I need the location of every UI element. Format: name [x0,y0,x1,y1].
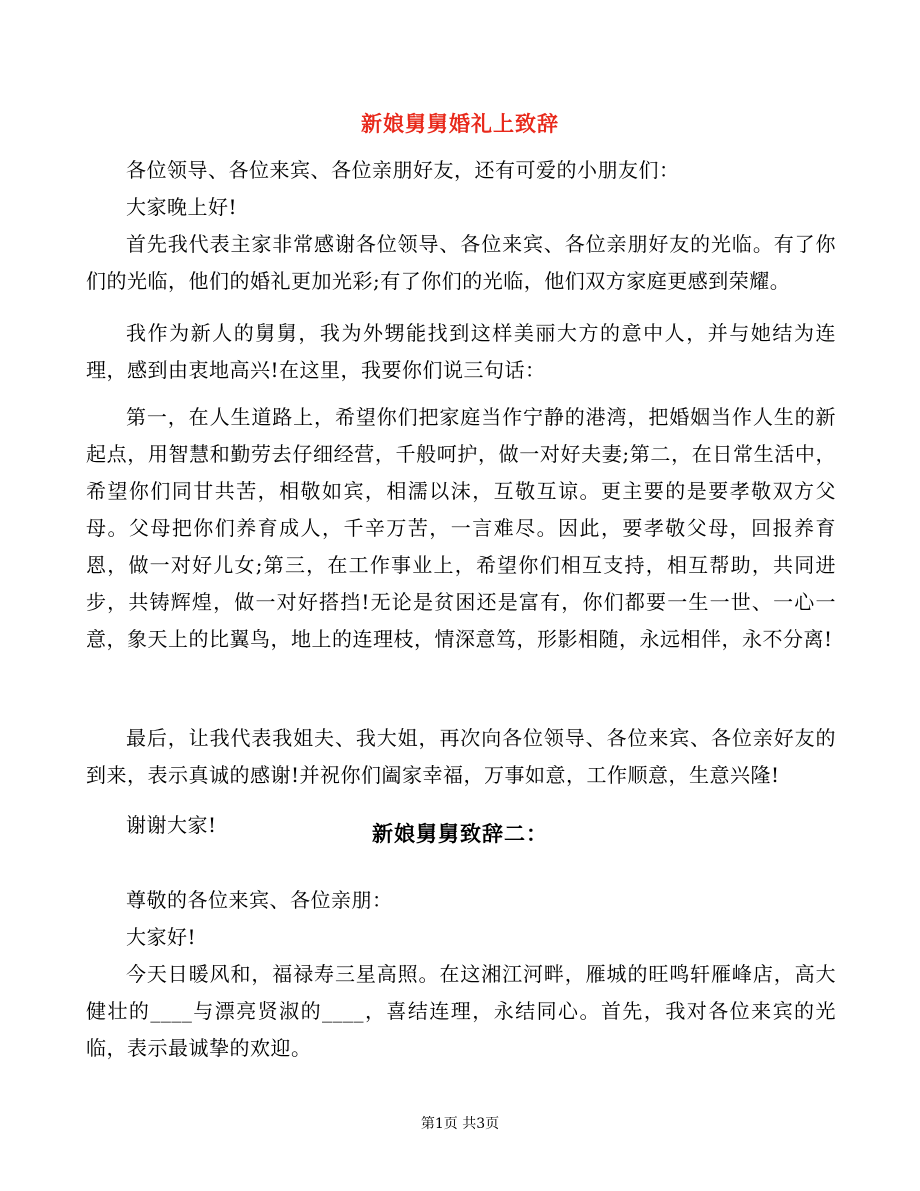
paragraph-respected-guests: 尊敬的各位来宾、各位亲朋： [126,888,393,912]
paragraph-today: 今天日暖风和，福禄寿三星高照。在这湘江河畔，雁城的旺鸣轩雁峰店，高大健壮的____与漂亮贤淑的____，喜结连理，永结同心。首先，我对各位来宾的光临，表示最诚挚的欢迎。 [86,962,836,1060]
paragraph-finally: 最后，让我代表我姐夫、我大姐，再次向各位领导、各位来宾、各位亲好友的到来，表示真诚的感谢!并祝你们阖家幸福，万事如意，工作顺意，生意兴隆! [86,726,836,787]
paragraph-thanks: 首先我代表主家非常感谢各位领导、各位来宾、各位亲朋好友的光临。有了你们的光临，他们的婚礼更加光彩;有了你们的光临，他们双方家庭更感到荣耀。 [86,232,836,293]
section-heading-2: 新娘舅舅致辞二： [372,821,548,846]
paragraph-hello-all: 大家好! [126,925,197,949]
paragraph-thank-you: 谢谢大家! [126,813,217,837]
page-number: 第1页 共3页 [420,1116,500,1132]
document-title: 新娘舅舅婚礼上致辞 [361,111,559,136]
paragraph-three-words: 第一，在人生道路上，希望你们把家庭当作宁静的港湾，把婚姻当作人生的新起点，用智慧和勤劳去仔细经营，千般呵护，做一对好夫妻;第二，在日常生活中，希望你们同甘共苦，相敬如宾，相濡以沫，互敬互谅。更主要的是要孝敬双方父母。父母把你们养育成人，千辛万苦，一言难尽。因此，要孝敬父母，回报养育恩，做一对好儿女;第三，在工作事业上，希望你们相互支持，相互帮助，共同进步，共铸辉煌，做一对好搭挡!无论是贫困还是富有，你们都要一生一世、一心一意，象天上的比翼鸟，地上的连理枝，情深意笃，形影相随，永远相伴，永不分离! [86,405,836,651]
paragraph-greeting: 各位领导、各位来宾、各位亲朋好友，还有可爱的小朋友们： [126,158,680,182]
paragraph-good-evening: 大家晚上好! [126,195,238,219]
paragraph-as-uncle: 我作为新人的舅舅，我为外甥能找到这样美丽大方的意中人，并与她结为连理，感到由衷地高兴!在这里，我要你们说三句话： [86,321,836,382]
